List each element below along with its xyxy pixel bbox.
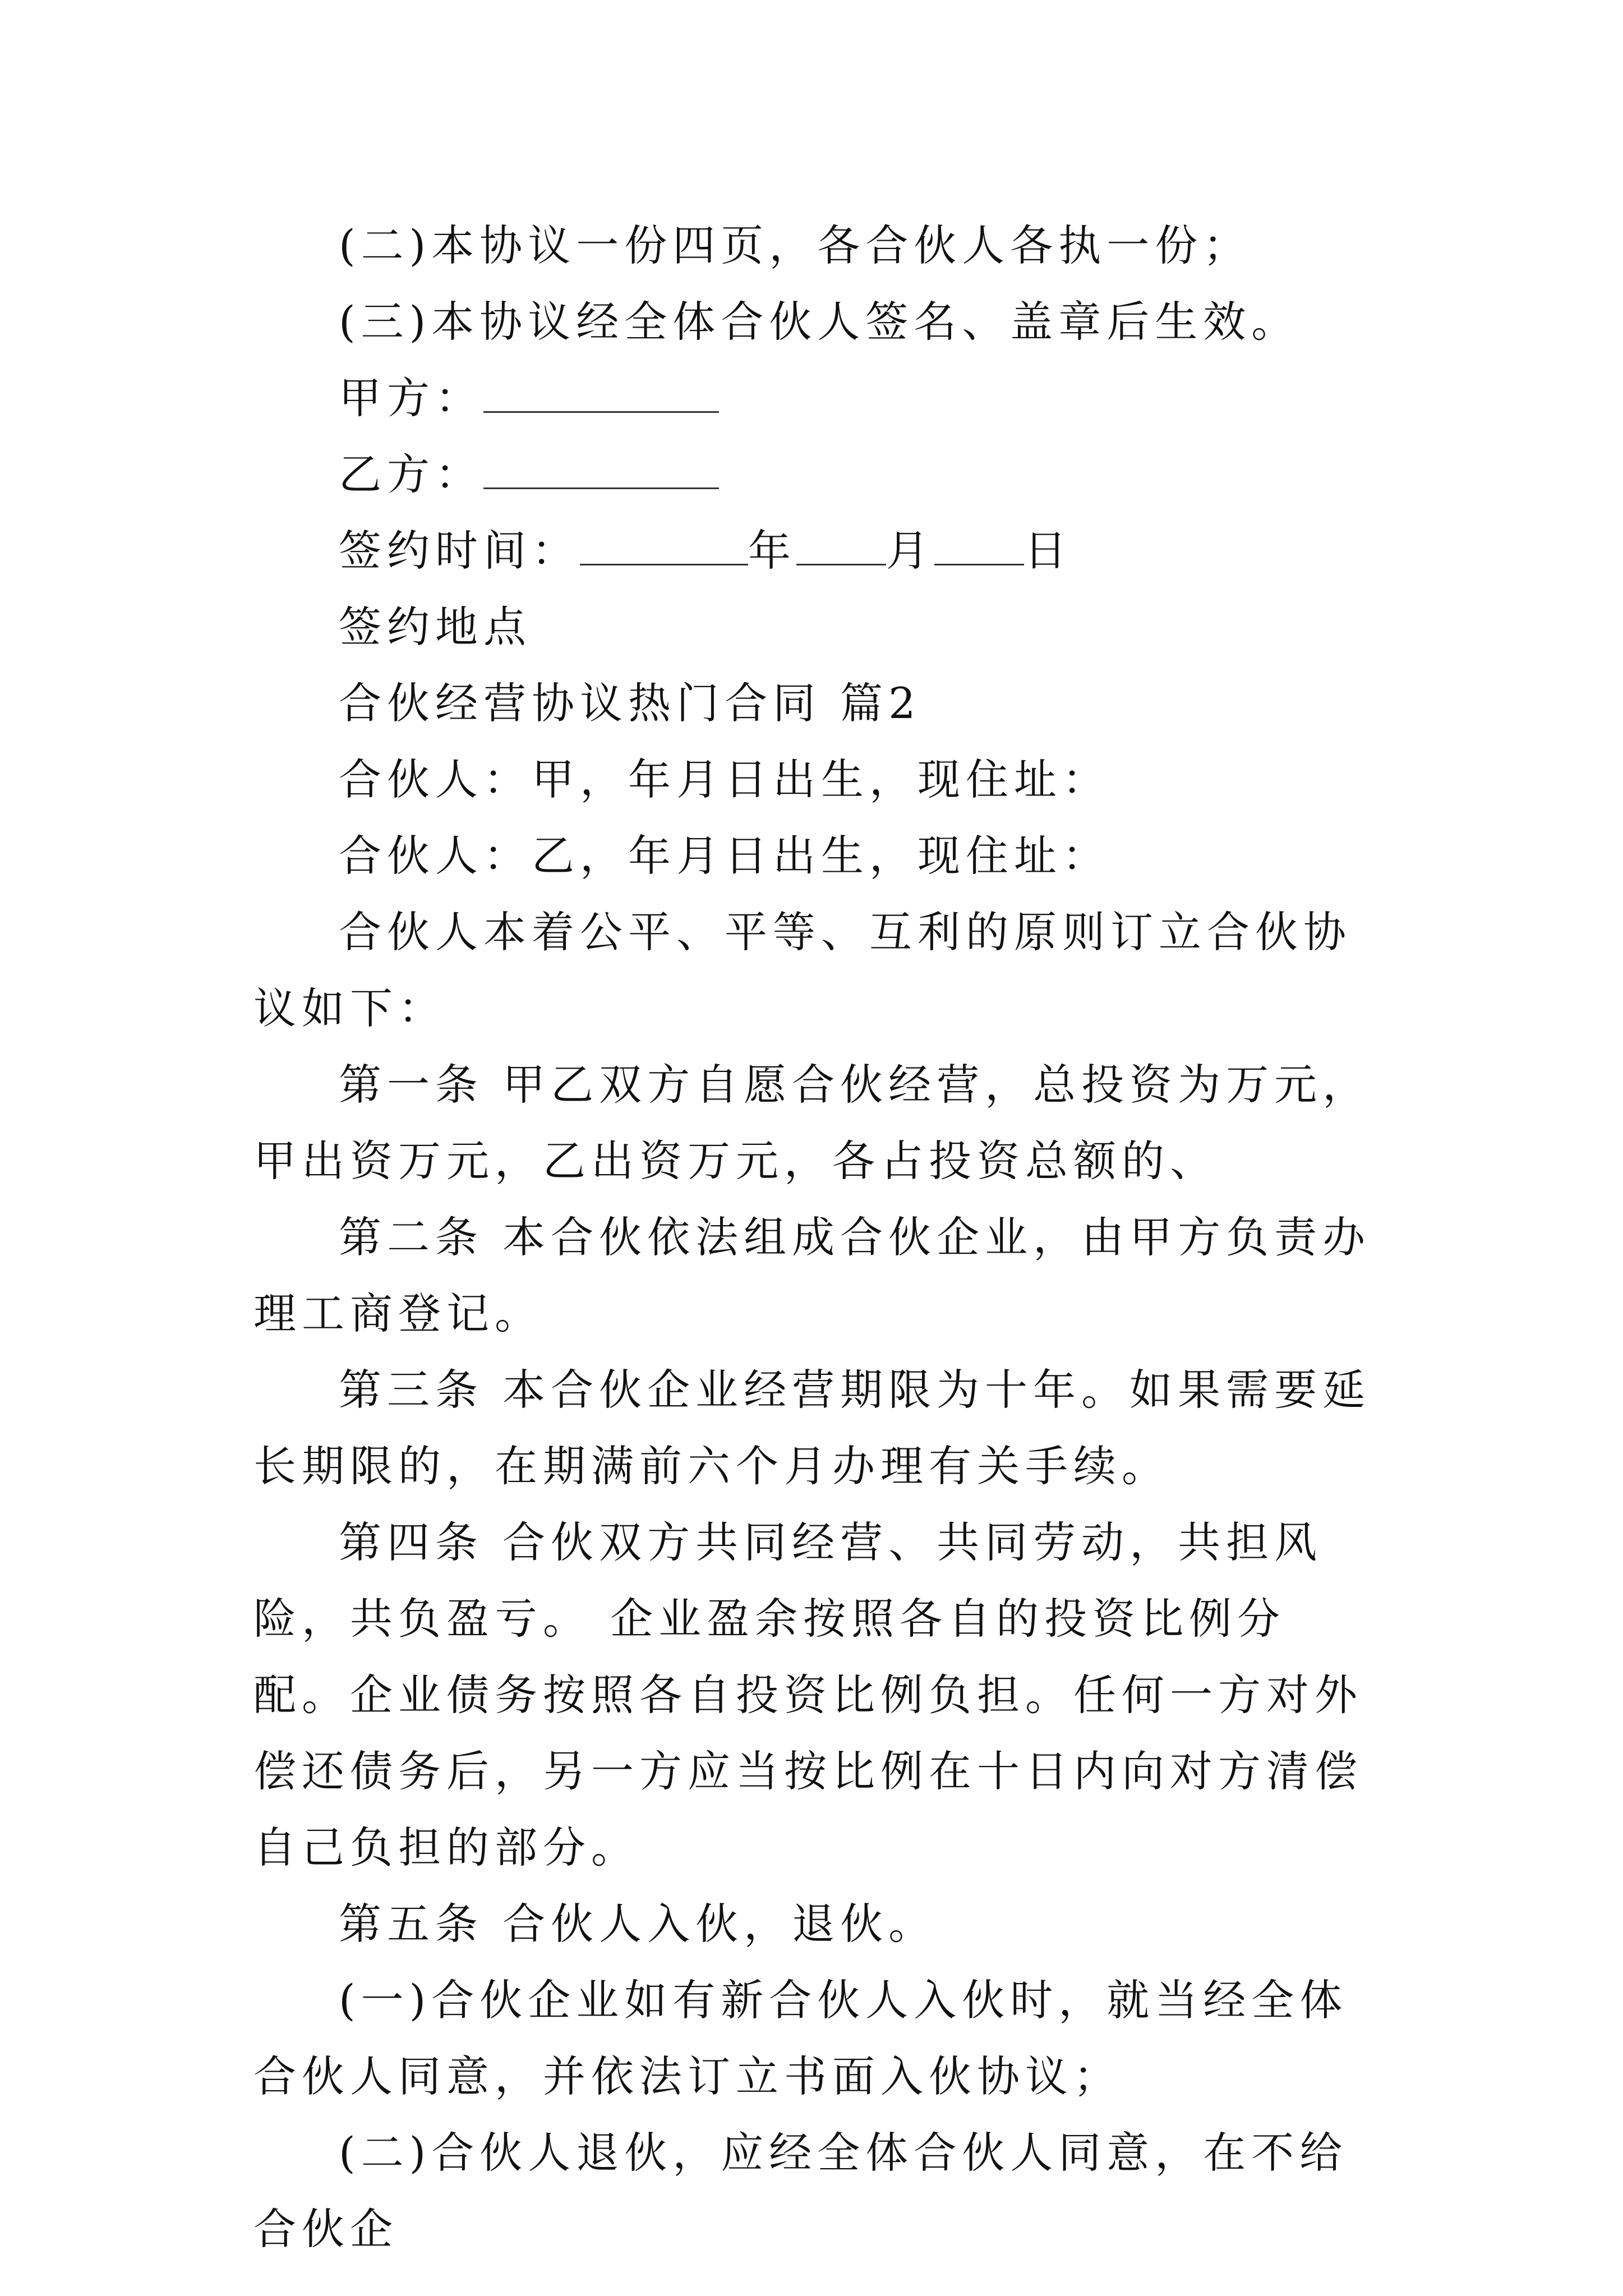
- party-b-label: 乙方：: [339, 449, 483, 499]
- signing-date-line: [253, 513, 1381, 589]
- article-1-paragraph: 第一条 甲乙双方自愿合伙经营，总投资为万元，甲出资万元，乙出资万元，各占投资总额的、: [253, 1060, 1371, 1186]
- article-2-paragraph: 第二条 本合伙依法组成合伙企业，由甲方负责办理工商登记。: [253, 1212, 1371, 1338]
- preamble-paragraph: 合伙人本着公平、平等、互利的原则订立合伙协议如下：: [253, 907, 1352, 1033]
- year-label: 年: [748, 526, 796, 576]
- year-blank: [580, 530, 748, 565]
- partner-b-line: 合伙人：乙，年月日出生，现住址：: [339, 831, 1110, 881]
- party-a-blank: [483, 378, 719, 413]
- document-body: [253, 208, 1381, 2267]
- signing-date-label: 签约时间：: [339, 526, 580, 576]
- article-5-item-1-paragraph: (一)合伙企业如有新合伙人入伙时，就当经全体合伙人同意，并依法订立书面入伙协议；: [253, 1975, 1348, 2101]
- article-5-item-2-paragraph: (二)合伙人退伙，应经全体合伙人同意，在不给合伙企: [253, 2128, 1348, 2254]
- day-blank: [934, 530, 1024, 565]
- article-3-paragraph: 第三条 本合伙企业经营期限为十年。如果需要延长期限的，在期满前六个月办理有关手续。: [253, 1365, 1371, 1491]
- month-label: 月: [886, 526, 934, 576]
- article-5-paragraph: 第五条 合伙人入伙，退伙。: [339, 1899, 937, 1949]
- party-b-signature-line: [253, 436, 1381, 513]
- article-4-paragraph: 第四条 合伙双方共同经营、共同劳动，共担风险，共负盈亏。 企业盈余按照各自的投资比例分配。企业债务按照各自投资比例负担。任何一方对外偿还债务后，另一方应当按比例在十日内向对方清偿自己负担的部分。: [253, 1517, 1363, 1872]
- section-title: 合伙经营协议热门合同 篇2: [339, 678, 921, 728]
- party-a-label: 甲方：: [339, 373, 483, 423]
- partner-a-line: 合伙人：甲，年月日出生，现住址：: [339, 754, 1110, 804]
- clause-paragraph: (二)本协议一份四页，各合伙人各执一份；: [339, 220, 1252, 270]
- signing-place-label: 签约地点: [339, 602, 532, 652]
- party-b-blank: [483, 454, 719, 489]
- month-blank: [796, 530, 886, 565]
- party-a-signature-line: [253, 360, 1381, 436]
- clause-paragraph: (三)本协议经全体合伙人签名、盖章后生效。: [339, 297, 1300, 347]
- day-label: 日: [1024, 526, 1072, 576]
